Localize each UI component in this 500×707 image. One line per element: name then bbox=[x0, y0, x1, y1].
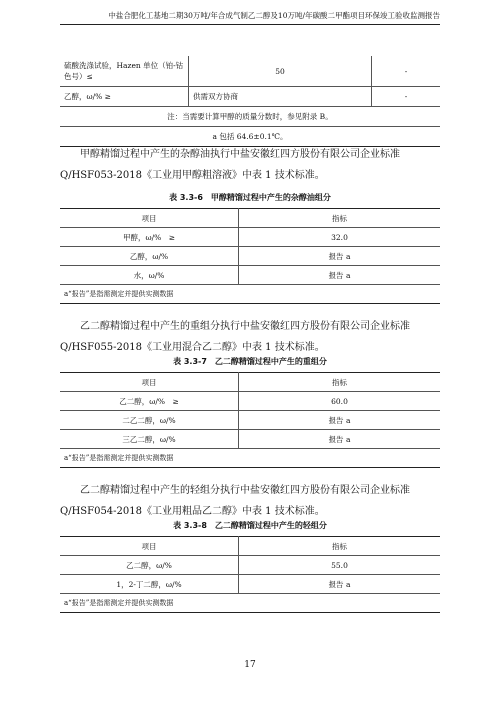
table-row bbox=[60, 449, 440, 468]
table-cell: 55.0 bbox=[239, 556, 441, 575]
table-cell: 二乙二醇，ω/% bbox=[60, 411, 239, 430]
table-cell: 报告 a bbox=[239, 411, 441, 430]
column-header: 项目 bbox=[60, 537, 239, 556]
column-header: 指标 bbox=[239, 209, 441, 228]
table-cell: 报告 a bbox=[239, 247, 441, 266]
table-caption: 表 3.3-8 乙二醇精馏过程中产生的轻组分 bbox=[173, 521, 327, 530]
paragraph bbox=[60, 480, 440, 522]
paragraph-line: Q/HSF054-2018《工业用粗品乙二醇》中表 1 技术标准。 bbox=[60, 506, 325, 517]
column-header: 指标 bbox=[239, 537, 441, 556]
table-3-3-8 bbox=[60, 536, 440, 613]
table-row bbox=[60, 392, 440, 411]
table-header-row bbox=[60, 373, 440, 392]
table-cell: 60.0 bbox=[239, 392, 441, 411]
paragraph-line: Q/HSF053-2018《工业用甲醇粗溶液》中表 1 技术标准。 bbox=[60, 170, 325, 181]
table-footnote: a“报告”是指需测定并提供实测数据 bbox=[60, 285, 440, 304]
table-header-row bbox=[60, 209, 440, 228]
paragraph-line: 乙二醇精馏过程中产生的轻组分执行中盐安徽红四方股份有限公司企业标准 bbox=[80, 485, 410, 496]
table-cell: 三乙二醇，ω/% bbox=[60, 430, 239, 449]
paragraph-line: 乙二醇精馏过程中产生的重组分执行中盐安徽红四方股份有限公司企业标准 bbox=[80, 321, 410, 332]
table-cell: 供需双方协商 bbox=[189, 87, 372, 107]
table-header-row bbox=[60, 537, 440, 556]
table-cell: 乙二醇，ω/% bbox=[60, 556, 239, 575]
table-row bbox=[60, 228, 440, 247]
column-header: 指标 bbox=[239, 373, 441, 392]
column-header: 项目 bbox=[60, 373, 239, 392]
page-number: 17 bbox=[244, 660, 256, 670]
table-row bbox=[60, 285, 440, 304]
table-row bbox=[60, 107, 440, 127]
table-cell: 报告 a bbox=[239, 266, 441, 285]
column-header: 项目 bbox=[60, 209, 239, 228]
table-cell: - bbox=[372, 56, 441, 87]
paragraph-line: Q/HSF055-2018《工业用混合乙二醇》中表 1 技术标准。 bbox=[60, 342, 325, 353]
paragraph bbox=[60, 144, 440, 186]
table-caption: 表 3.3-7 乙二醇精馏过程中产生的重组分 bbox=[173, 357, 327, 366]
table-row bbox=[60, 247, 440, 266]
table-cell: 1，2-丁二醇，ω/% bbox=[60, 575, 239, 594]
page-header: 中盐合肥化工基地二期30万吨/年合成气制乙二醇及10万吨/年碳酸二甲酯项目环保竣工验收监测报告 bbox=[60, 10, 440, 25]
paragraph-line: 甲醇精馏过程中产生的杂醇油执行中盐安徽红四方股份有限公司企业标准 bbox=[80, 149, 400, 160]
table-row bbox=[60, 575, 440, 594]
table-footnote: a“报告”是指需测定并提供实测数据 bbox=[60, 449, 440, 468]
standards-continuation-table bbox=[60, 56, 440, 147]
table-3-3-6 bbox=[60, 208, 440, 304]
table-row bbox=[60, 594, 440, 613]
table-row bbox=[60, 556, 440, 575]
table-row bbox=[60, 266, 440, 285]
table-cell: 乙醇，ω/% bbox=[60, 247, 239, 266]
table-cell: 32.0 bbox=[239, 228, 441, 247]
paragraph bbox=[60, 316, 440, 358]
table-footnote: a“报告”是指需测定并提供实测数据 bbox=[60, 594, 440, 613]
table-cell: 乙醇，ω/% ≥ bbox=[60, 87, 189, 107]
table-cell: 50 bbox=[189, 56, 372, 87]
table-cell: 甲醇，ω/% ≥ bbox=[60, 228, 239, 247]
table-row bbox=[60, 56, 440, 87]
table-cell: 乙二醇，ω/% ≥ bbox=[60, 392, 239, 411]
table-caption: 表 3.3-6 甲醇精馏过程中产生的杂醇油组分 bbox=[169, 193, 331, 202]
table-cell: - bbox=[372, 87, 441, 107]
table-row bbox=[60, 430, 440, 449]
table-cell: 报告 a bbox=[239, 430, 441, 449]
table-note: a 包括 64.6±0.1℃。 bbox=[60, 127, 440, 147]
table-row bbox=[60, 87, 440, 107]
table-note: 注：当需要计算甲醇的质量分数时，参见附录 B。 bbox=[60, 107, 440, 127]
table-cell: 硫酸洗涤试验，Hazen 单位（铂-钴色号）≤ bbox=[60, 56, 189, 87]
table-cell: 水，ω/% bbox=[60, 266, 239, 285]
table-cell: 报告 a bbox=[239, 575, 441, 594]
table-3-3-7 bbox=[60, 372, 440, 468]
table-row bbox=[60, 411, 440, 430]
